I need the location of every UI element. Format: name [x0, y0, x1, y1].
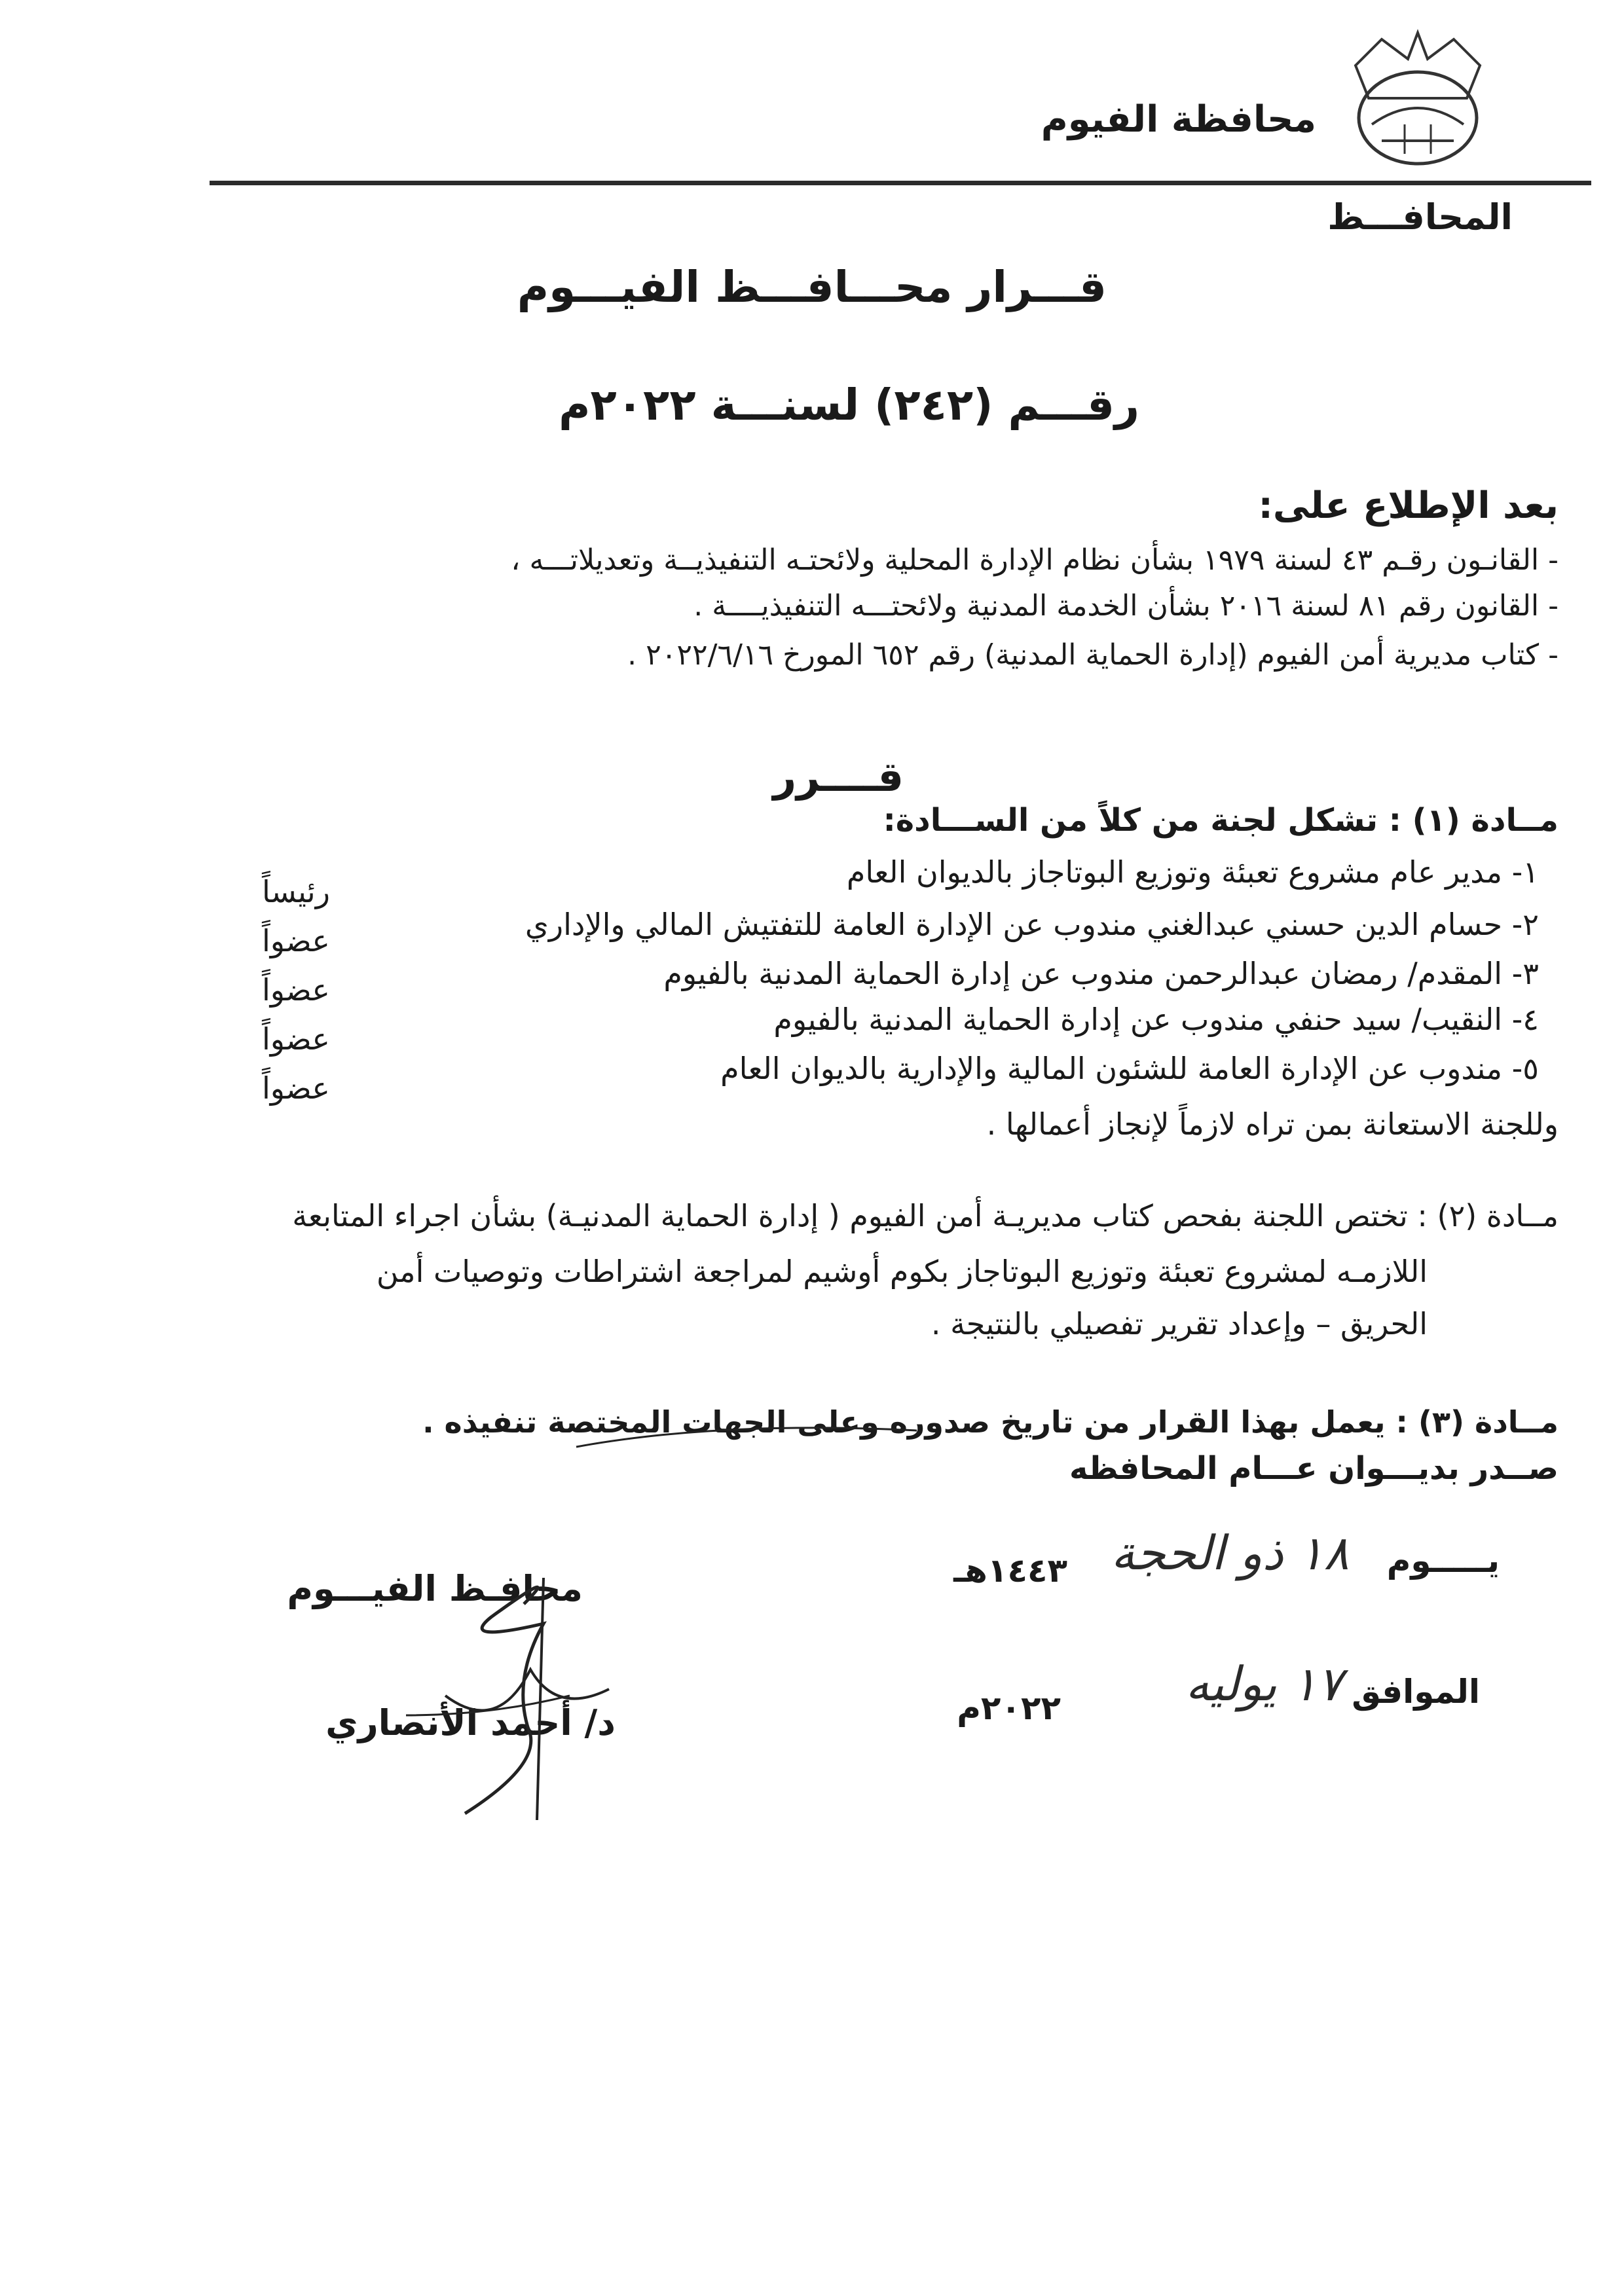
member-name: ١- مدير عام مشروع تعبئة وتوزيع البوتاجاز بالديوان العام	[846, 854, 1539, 890]
member-role: عضواً	[262, 923, 330, 958]
decision-heading: قــــرر	[773, 753, 904, 801]
signatory-name: د/ أحمد الأنصاري	[325, 1702, 616, 1743]
article1-closing: وللجنة الاستعانة بمن تراه لازماً لإنجاز أعمالها .	[986, 1106, 1559, 1142]
preamble-item: - كتاب مديرية أمن الفيوم (إدارة الحماية المدنية) رقم ٦٥٢ المورخ ٢٠٢٢/٦/١٦ .	[627, 638, 1559, 672]
article2-line: الحريق – وإعداد تقرير تفصيلي بالنتيجة .	[931, 1306, 1428, 1341]
hijri-handwritten-date: ١٨ ذو الحجة	[1111, 1525, 1349, 1580]
member-name: ٥- مندوب عن الإدارة العامة للشئون المالية والإدارية بالديوان العام	[720, 1051, 1539, 1086]
article3: مــادة (٣) : يعمل بهذا القرار من تاريخ صدوره وعلى الجهات المختصة تنفيذه .	[422, 1404, 1559, 1440]
decision-number: رقـــم (٢٤٢) لسنـــة ٢٠٢٢م	[559, 380, 1139, 430]
handwritten-signature	[327, 1408, 917, 1833]
member-role: عضواً	[262, 1021, 330, 1057]
issued-line: صــدر بديـــوان عـــام المحافظه	[1069, 1450, 1559, 1487]
hijri-year: ١٤٤٣هـ	[953, 1552, 1067, 1590]
member-name: ٣- المقدم/ رمضان عبدالرحمن مندوب عن إدارة الحماية المدنية بالفيوم	[663, 956, 1539, 991]
member-role: عضواً	[262, 972, 330, 1008]
preamble-item: - القانون رقم ٨١ لسنة ٢٠١٦ بشأن الخدمة المدنية ولائحتـــه التنفيذيــــة .	[693, 589, 1559, 623]
gregorian-year: ٢٠٢٢م	[957, 1689, 1061, 1727]
member-role: عضواً	[262, 1070, 330, 1106]
article1-title: مــادة (١) : تشكل لجنة من كلاً من الســـادة:	[883, 802, 1559, 839]
preamble-heading: بعد الإطلاع على:	[1258, 484, 1559, 527]
header-rule	[210, 181, 1591, 185]
member-role: رئيساً	[262, 874, 330, 909]
gregorian-handwritten-date: ١٧ يوليه	[1185, 1656, 1342, 1711]
gregorian-prefix: الموافق	[1352, 1673, 1480, 1711]
hijri-prefix: يـــــوم	[1386, 1542, 1500, 1580]
office-title: المحافـــظ	[1327, 196, 1513, 238]
signatory-title: محافـظ الفيـــوم	[287, 1568, 583, 1609]
member-name: ٤- النقيب/ سيد حنفي مندوب عن إدارة الحماية المدنية بالفيوم	[773, 1002, 1539, 1037]
article2-line: اللازمـه لمشروع تعبئة وتوزيع البوتاجاز بكوم أوشيم لمراجعة اشتراطات وتوصيات أمن	[376, 1254, 1428, 1289]
governorate-name: محافظة الفيوم	[1041, 98, 1316, 141]
decision-title: قـــرار محـــافـــظ الفيـــوم	[517, 262, 1107, 312]
governorate-logo	[1342, 26, 1493, 177]
article2-line: مــادة (٢) : تختص اللجنة بفحص كتاب مديريـة أمن الفيوم ( إدارة الحماية المدنيـة) بشأن اجراء المتابعة	[292, 1198, 1559, 1233]
preamble-item: - القانـون رقـم ٤٣ لسنة ١٩٧٩ بشأن نظام الإدارة المحلية ولائحتـه التنفيذيــة وتعديلاتـــه ،	[511, 543, 1559, 577]
member-name: ٢- حسام الدين حسني عبدالغني مندوب عن الإدارة العامة للتفتيش المالي والإداري	[525, 907, 1539, 942]
